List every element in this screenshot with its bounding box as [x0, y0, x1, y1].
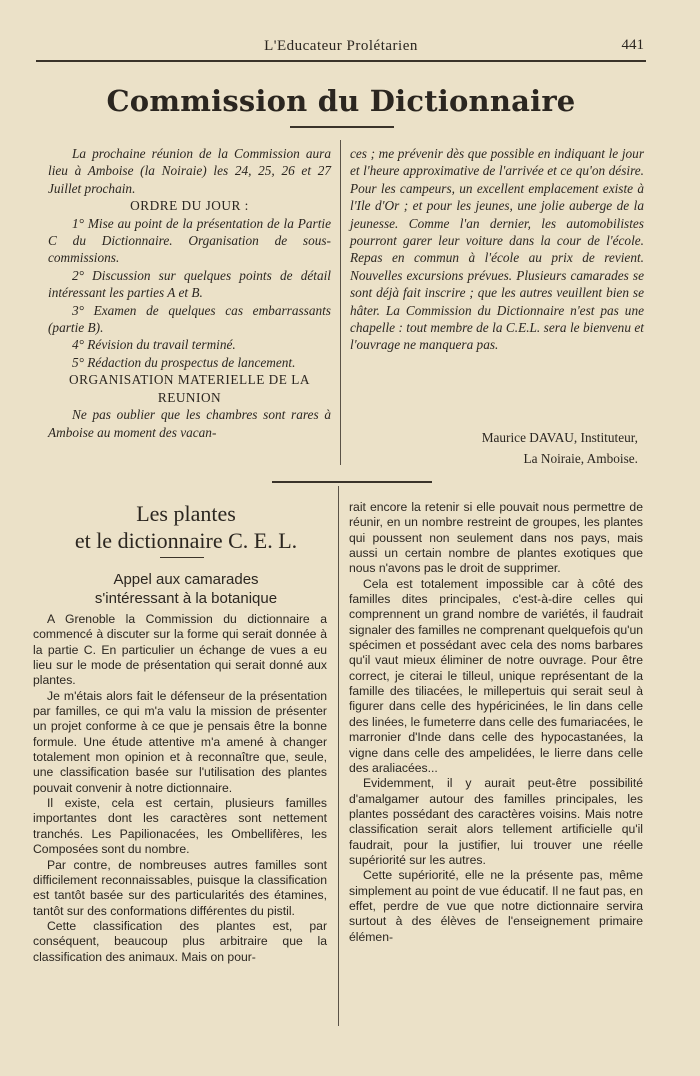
paragraph: A Grenoble la Commission du dictionnaire a commencé à discuter sur la forme qui serait donnée à la partie C. En particulier un échange de vues a eu lieu sur le mode de présentation qui serait donné aux plantes. — [33, 612, 327, 688]
section-divider — [272, 481, 432, 483]
journal-title: L'Educateur Prolétarien — [264, 38, 418, 54]
paragraph: Par contre, de nombreuses autres familles sont difficilement reconnaissables, puisque la classification est tantôt basée sur des particularités des étamines, tantôt sur des conformations différentes du pistil. — [33, 857, 327, 918]
signature-name: Maurice DAVAU, Instituteur, — [481, 430, 638, 445]
paragraph: Cela est totalement impossible car à côté des familles dites principales, c'est-à-dire celles qui comprennent un grand nombre de variétés, il faudrait signaler des familles ne comprenant quelquefois qu'un spécimen et possédant avec cela des noms barbares qu'il vaut mieux éliminer de notre ouvrage. Pour être correct, je citerai le tilleul, unique représentant de la famille des tiliacées, le millepertuis qui serait seul à figurer dans celle des hypéricinées, le lin dans celle des linées, le fumeterre dans celle des fumariacées, le marronier d'Inde dans celle des hypocastanées, la vigne dans celle des ampelidées, le lierre dans celle des araliacées... — [349, 576, 644, 775]
article1-left-column — [48, 145, 331, 441]
paragraph: 4° Révision du travail terminé. — [72, 337, 236, 353]
paragraph: ORGANISATION MATERIELLE DE LA REUNION — [69, 372, 310, 405]
title-divider — [290, 126, 394, 128]
paragraph: Il existe, cela est certain, plusieurs familles importantes dont les caractères sont nettement tranchés. Les Papilionacées, les Ombellifères, les Composées sont du nombre. — [33, 796, 327, 857]
article-title: Commission du Dictionnaire — [106, 84, 576, 118]
paragraph: ORDRE DU JOUR : — [130, 198, 249, 214]
article2-title-line: Les plantes — [136, 501, 236, 526]
page-number: 441 — [621, 37, 644, 53]
article2-left-column — [33, 612, 327, 965]
article1-right-column — [350, 145, 644, 354]
paragraph: La prochaine réunion de la Commission aura lieu à Amboise (la Noiraie) les 24, 25, 26 et 27 Juillet prochain. — [48, 146, 331, 196]
article2-subtitle — [36, 570, 336, 608]
paragraph: Evidemment, il y aurait peut-être possibilité d'amalgamer autour des familles principales, les plantes possédant des caractères voisins. Mais notre classification serait alors tellement artificielle qu'il faudrait, pour la justifier, lui trouver une réelle supériorité sur les autres. — [349, 776, 643, 867]
signature-place: La Noiraie, Amboise. — [523, 451, 638, 466]
article2-title-line: et le dictionnaire C. E. L. — [74, 528, 298, 553]
signature-block — [350, 427, 644, 469]
paragraph: ces ; me prévenir dès que possible en indiquant le jour et l'heure approximative de l'arrivée et ce qu'on désire. Pour les campeurs, un excellent emplacement existe à l'Ile d'Or ; et pour les jeunes, une jolie auberge de la jeunesse. Comme l'an dernier, les automobilistes pourront garer leur voiture dans la cour de l'école. Repas en commun à l'école au prix de revient. Nouvelles excursions prévues. Plusieurs camarades se sont déjà fait inscrire ; que les autres veuillent bien se hâter. La Commission du Dictionnaire n'est pas une chapelle : tout membre de la C.E.L. sera le bienvenu et l'ouvrage ne manquera pas. — [350, 146, 644, 353]
article2-subtitle-line: Appel aux camarades — [113, 571, 259, 588]
paragraph: 1° Mise au point de la présentation de la Partie C du Dictionnaire. Organisation de sous-commissions. — [48, 215, 331, 266]
paragraph: Je m'étais alors fait le défenseur de la présentation par familles, ce qui m'a valu la mission de présenter un projet conforme à ce que je pensais être la bonne formule. Une étude attentive m'a amené à changer totalement mon opinion et à reconnaître que, seule, une classification basée sur l'utilisation des plantes pouvait convenir à notre dictionnaire. — [33, 688, 327, 795]
paragraph: 2° Discussion sur quelques points de détail intéressant les parties A et B. — [48, 267, 331, 301]
article2-right-column — [349, 500, 643, 945]
column-divider — [338, 486, 339, 1026]
title-divider — [160, 557, 204, 558]
paragraph: Cette supériorité, elle ne la présente pas, même simplement au point de vue éducatif. Il ne faut pas, en effet, perdre de vue que notre dictionnaire servira surtout à des élèves de l'enseignement primaire élémen- — [349, 868, 643, 944]
paragraph: 3° Examen de quelques cas embarrassants (partie B). — [48, 302, 331, 336]
article2-title — [36, 500, 336, 554]
article2-subtitle-line: s'intéressant à la botanique — [94, 590, 278, 607]
paragraph: Cette classification des plantes est, par conséquent, beaucoup plus arbitraire que la classification des animaux. Mais on pour- — [33, 918, 327, 964]
column-divider — [340, 140, 341, 465]
paragraph: 5° Rédaction du prospectus de lancement. — [72, 354, 296, 370]
paragraph: rait encore la retenir si elle pouvait nous permettre de réunir, en un nombre restreint de groupes, les plantes qui poussent non seulement dans nos pays, mais aussi un certain nombre de plantes exotiques que nous n'avons pas le droit de supprimer. — [349, 500, 643, 576]
paragraph: Ne pas oublier que les chambres sont rares à Amboise au moment des vacan- — [48, 407, 331, 440]
running-header — [36, 36, 646, 62]
